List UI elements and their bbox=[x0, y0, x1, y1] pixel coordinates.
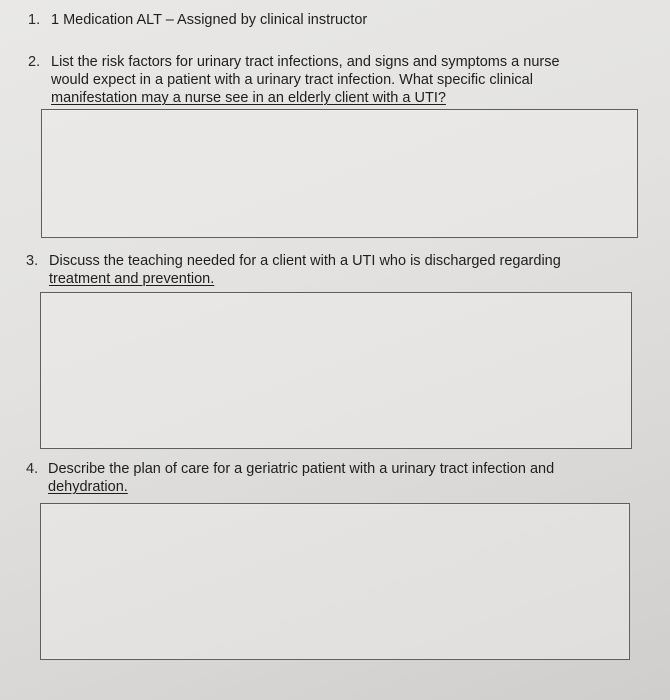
item-number: 2. bbox=[28, 54, 41, 70]
answer-box[interactable] bbox=[40, 503, 630, 660]
item-number: 1. bbox=[28, 12, 41, 28]
item-number: 4. bbox=[26, 461, 39, 477]
item-number: 3. bbox=[26, 253, 39, 269]
question-text bbox=[48, 460, 554, 496]
question-text-line: manifestation may a nurse see in an elderly client with a UTI? bbox=[51, 90, 446, 106]
item-text bbox=[51, 11, 367, 29]
question-text-line: List the risk factors for urinary tract infections, and signs and symptoms a nurse bbox=[51, 54, 560, 70]
question-text bbox=[51, 53, 560, 107]
answer-box[interactable] bbox=[41, 109, 638, 238]
question-text bbox=[49, 252, 561, 288]
answer-box[interactable] bbox=[40, 292, 632, 449]
question-text-line: dehydration. bbox=[48, 479, 128, 495]
item-text-line: 1 Medication ALT – Assigned by clinical instructor bbox=[51, 12, 368, 28]
question-text-line: would expect in a patient with a urinary tract infection. What specific clinical bbox=[51, 72, 533, 88]
question-text-line: Describe the plan of care for a geriatric patient with a urinary tract infection and bbox=[48, 461, 555, 477]
question-text-line: Discuss the teaching needed for a client with a UTI who is discharged regarding bbox=[49, 253, 561, 269]
question-text-line: treatment and prevention. bbox=[49, 271, 215, 287]
